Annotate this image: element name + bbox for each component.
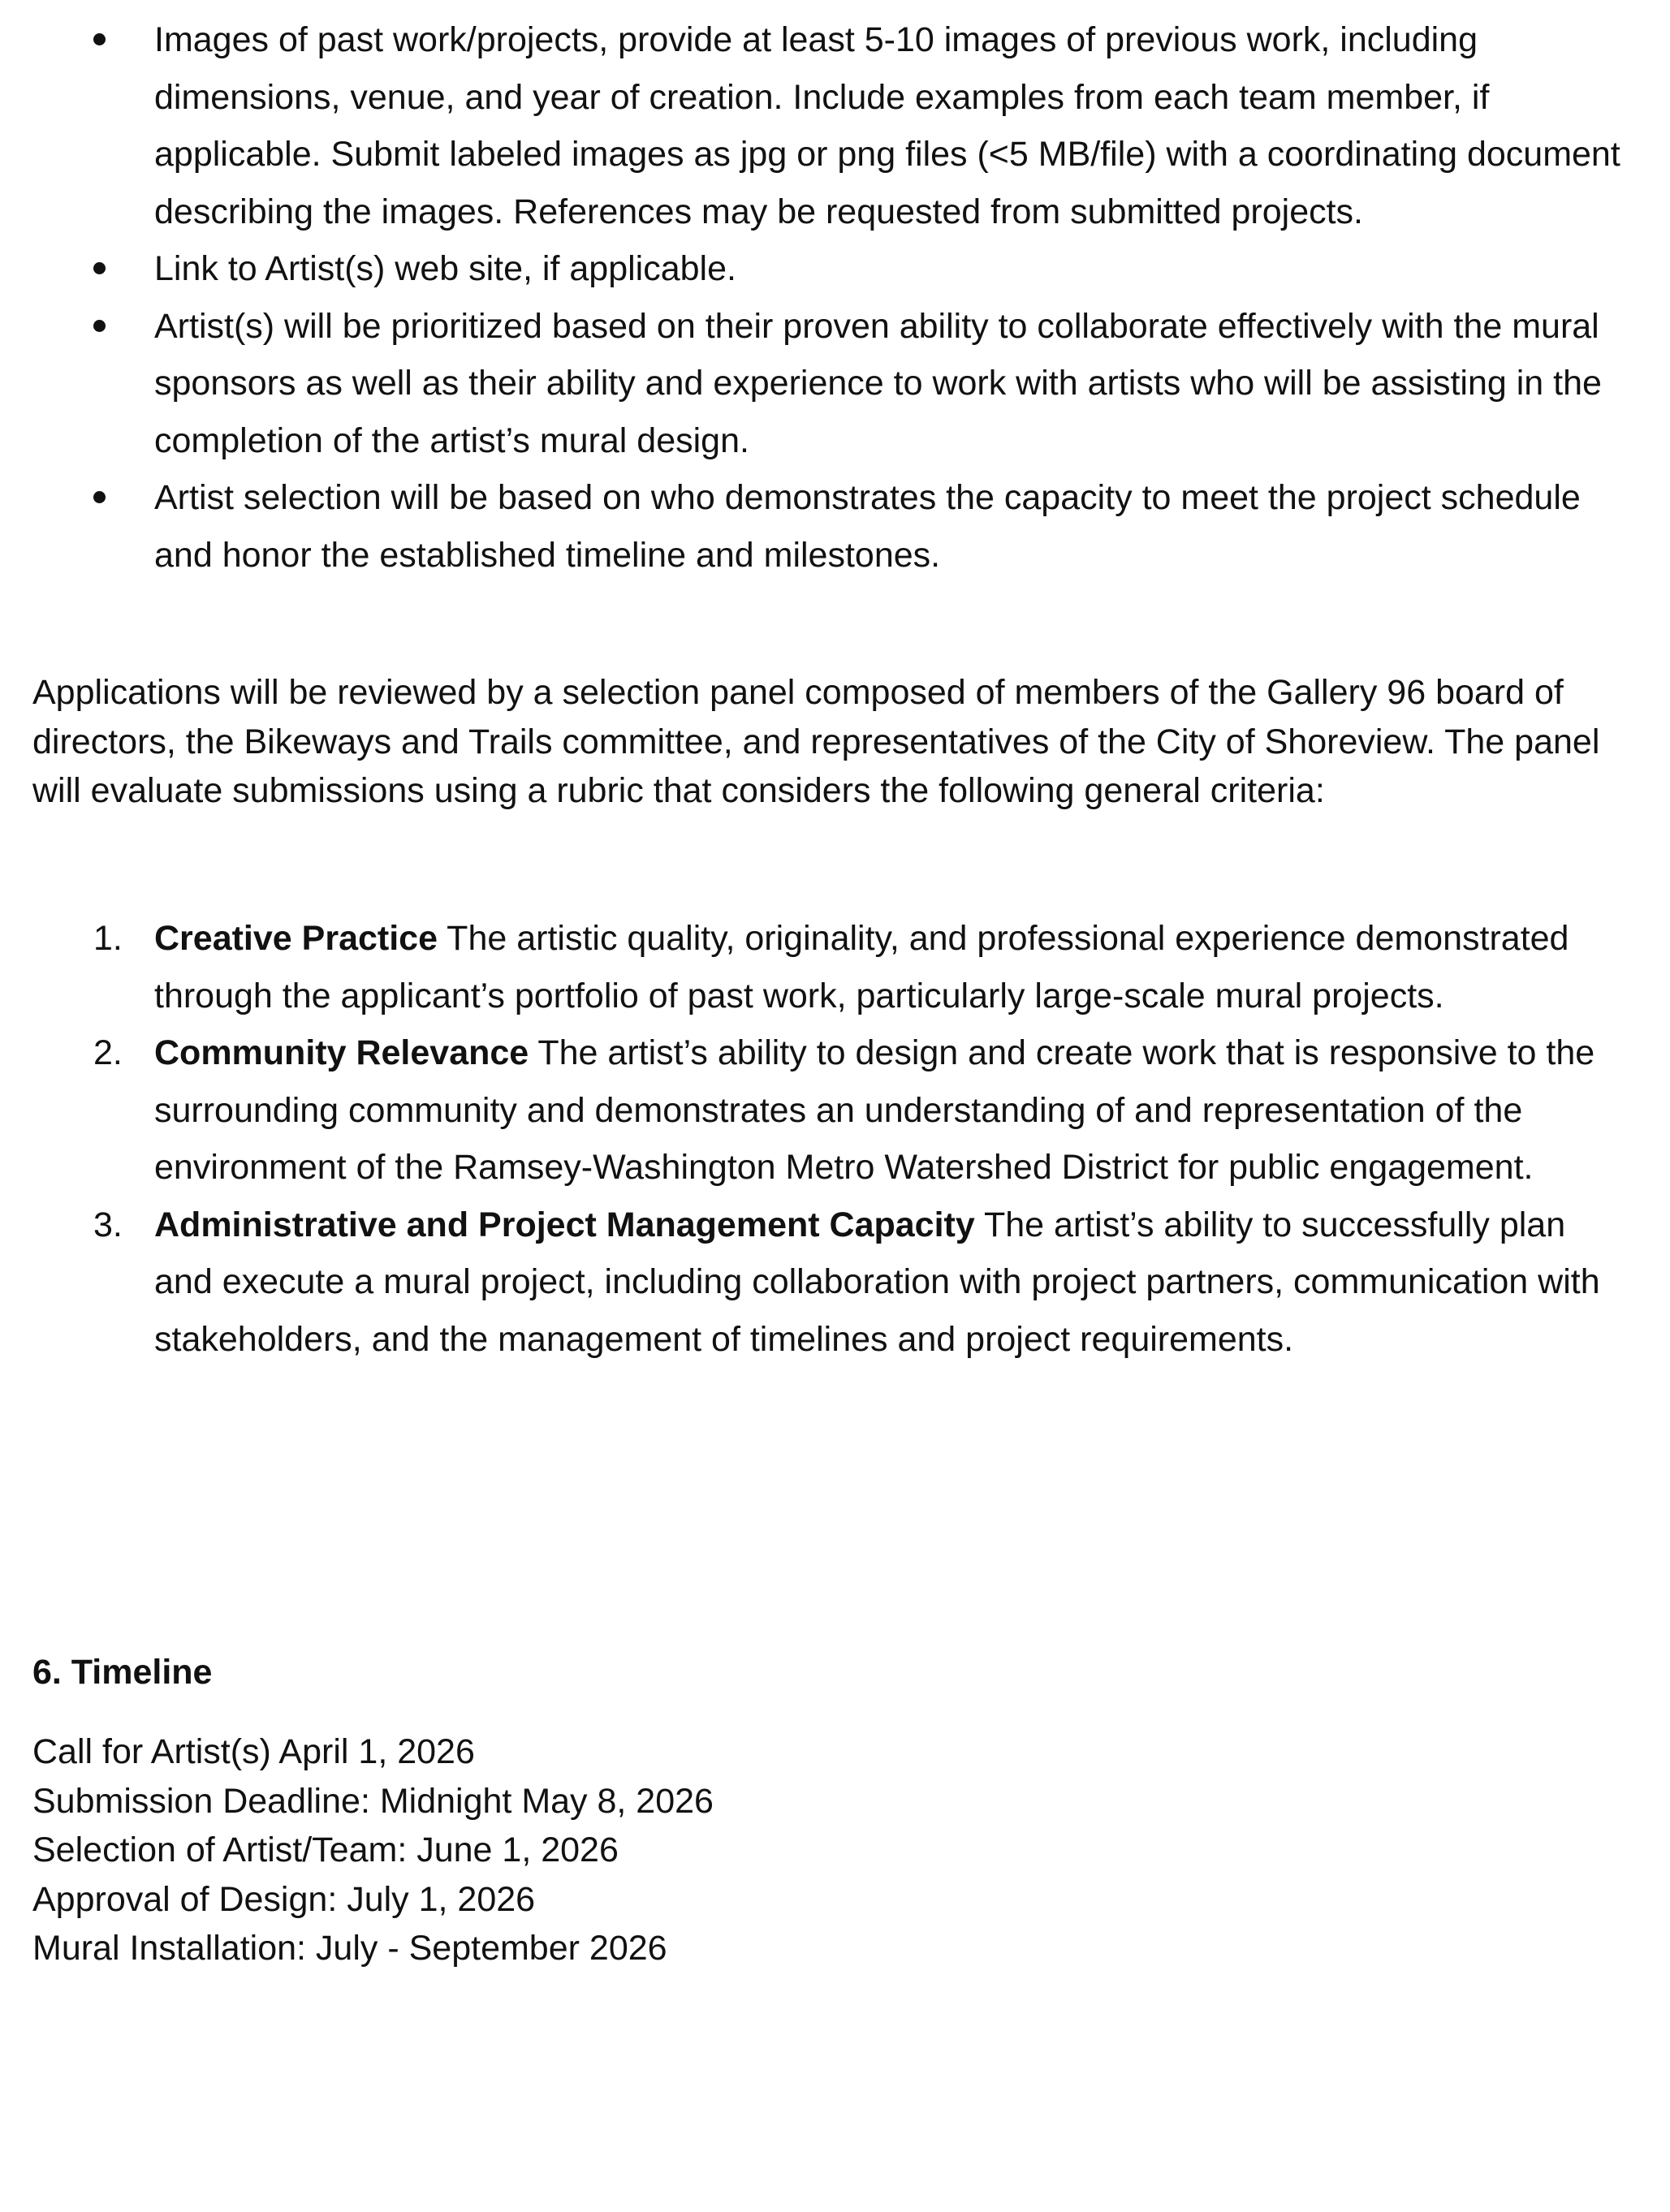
- timeline-item: Submission Deadline: Midnight May 8, 2026: [32, 1781, 714, 1821]
- criteria-title: Administrative and Project Management Capacity: [154, 1205, 975, 1244]
- list-item-text: Artist(s) will be prioritized based on their proven ability to collaborate effectively with the mural sponsors as well as their ability and experience to work with artists who will be assisting in the completion of the artist’s mural design.: [154, 306, 1602, 460]
- criteria-title: Creative Practice: [154, 919, 438, 958]
- list-item-text: Artist selection will be based on who demonstrates the capacity to meet the project schedule and honor the established timeline and milestones.: [154, 478, 1581, 575]
- criteria-item: [32, 1197, 1624, 1369]
- criteria-text: The artist’s ability to successfully plan and execute a mural project, including collaboration with project partners, communication with stakeholders, and the management of timelines and project requirements.: [154, 1205, 1600, 1359]
- document-page: [32, 0, 1624, 1968]
- timeline-item: Mural Installation: July - September 2026: [32, 1929, 667, 1968]
- criteria-item: [32, 910, 1624, 1024]
- criteria-item: [32, 1024, 1624, 1197]
- timeline-list: [32, 1727, 714, 1973]
- criteria-number: 1.: [93, 919, 123, 958]
- criteria-title: Community Relevance: [154, 1033, 529, 1072]
- list-item-text: Link to Artist(s) web site, if applicable.: [154, 249, 736, 288]
- list-item: [32, 469, 1624, 584]
- list-item: [32, 11, 1624, 240]
- timeline-item: Selection of Artist/Team: June 1, 2026: [32, 1830, 619, 1869]
- criteria-list: [32, 910, 1624, 1368]
- review-paragraph: Applications will be reviewed by a selection panel composed of members of the Gallery 96 board of directors, the Bikeways and Trails committee, and representatives of the City of Shoreview. The panel will evaluate submissions using a rubric that considers the following general criteria:: [32, 673, 1600, 810]
- bullet-icon: [93, 262, 106, 274]
- list-item: [32, 240, 1624, 298]
- timeline-heading: 6. Timeline: [32, 1653, 213, 1692]
- criteria-number: 3.: [93, 1205, 123, 1244]
- criteria-text: The artist’s ability to design and create work that is responsive to the surrounding community and demonstrates an understanding of and representation of the environment of the Ramsey-Washington Metro Watershed District for public engagement.: [154, 1033, 1595, 1187]
- requirements-list: [32, 11, 1624, 584]
- timeline-item: Approval of Design: July 1, 2026: [32, 1879, 536, 1919]
- bullet-icon: [93, 33, 106, 45]
- timeline-item: Call for Artist(s) April 1, 2026: [32, 1732, 475, 1771]
- criteria-text: The artistic quality, originality, and professional experience demonstrated through the applicant’s portfolio of past work, particularly large-scale mural projects.: [154, 919, 1569, 1015]
- criteria-number: 2.: [93, 1033, 123, 1072]
- bullet-icon: [93, 320, 106, 332]
- list-item-text: Images of past work/projects, provide at least 5-10 images of previous work, including dimensions, venue, and year of creation. Include examples from each team member, if applicable. Submit labeled images as jpg or png files (<5 MB/file) with a coordinating document describing the images. References may be requested from submitted projects.: [154, 20, 1620, 231]
- bullet-icon: [93, 491, 106, 503]
- list-item: [32, 298, 1624, 470]
